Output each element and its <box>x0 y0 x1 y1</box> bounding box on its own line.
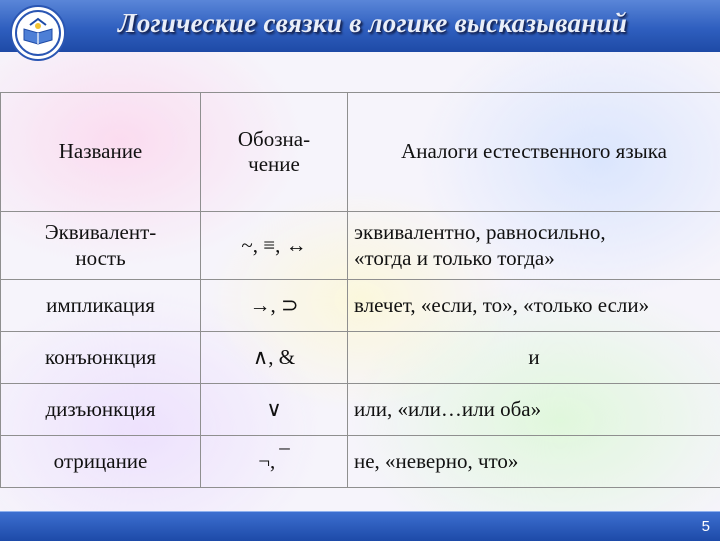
row-name: импликация <box>1 280 201 332</box>
table-header-row <box>1 93 720 212</box>
negation-symbol: ¬, <box>258 449 275 474</box>
header-symbol: Обозна- чение <box>201 93 348 212</box>
row-name: отрицание <box>1 436 201 488</box>
table-row <box>1 384 720 436</box>
row-analog: эквивалентно, равносильно, «тогда и только тогда» <box>348 212 720 280</box>
row-analog: и <box>348 332 720 384</box>
page-number: 5 <box>702 518 710 535</box>
header-analog: Аналоги естественного языка <box>348 93 720 212</box>
header-name: Название <box>1 93 201 212</box>
table-row <box>1 436 720 488</box>
row-symbol <box>201 436 348 488</box>
row-analog: не, «неверно, что» <box>348 436 720 488</box>
row-symbol: →, ⊃ <box>201 280 348 332</box>
table-row <box>1 280 720 332</box>
row-analog: влечет, «если, то», «только если» <box>348 280 720 332</box>
book-logo-icon <box>10 5 66 61</box>
footer-bar <box>0 511 720 541</box>
table-row <box>1 212 720 280</box>
page-title: Логические связки в логике высказываний <box>118 8 708 39</box>
negation-overbar: – <box>279 435 290 460</box>
row-analog: или, «или…или оба» <box>348 384 720 436</box>
logic-connectives-table <box>0 92 720 488</box>
row-name: Эквивалент- ность <box>1 212 201 280</box>
row-symbol: ∨ <box>201 384 348 436</box>
row-symbol: ~, ≡, ↔ <box>201 212 348 280</box>
row-symbol: ∧, & <box>201 332 348 384</box>
row-name: дизъюнкция <box>1 384 201 436</box>
header-bar <box>0 0 720 52</box>
row-name: конъюнкция <box>1 332 201 384</box>
table-row <box>1 332 720 384</box>
